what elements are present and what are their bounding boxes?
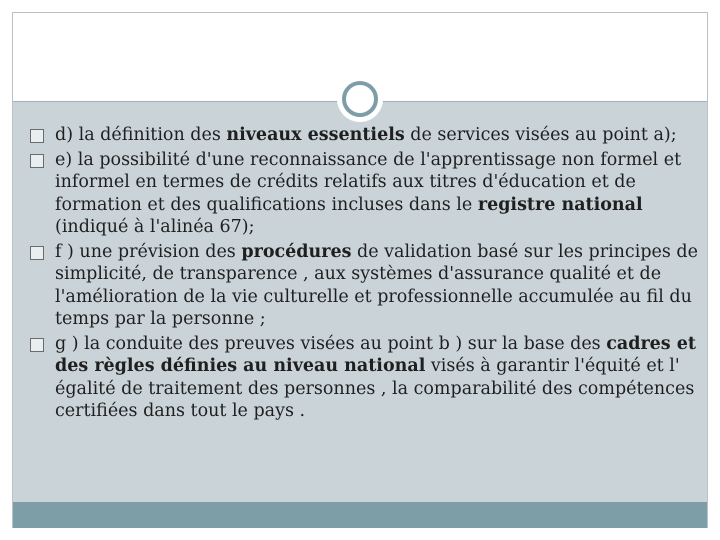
checkbox-bullet-icon — [30, 246, 44, 260]
bullet-item — [30, 333, 700, 423]
bullet-item — [30, 149, 700, 239]
checkbox-bullet-icon — [30, 154, 44, 168]
circle-ring-icon — [342, 81, 378, 117]
bullet-text: f ) une prévision des procédures de validation basé sur les principes de simplicité, de transparence , aux systèmes d'assurance qualité et de l'amélioration de la vie culturelle et professionnelle accumulée au fil du temps par la personne ; — [55, 241, 698, 329]
bullet-item — [30, 124, 700, 147]
checkbox-bullet-icon — [30, 338, 44, 352]
checkbox-bullet-icon — [30, 129, 44, 143]
bullet-item — [30, 241, 700, 331]
bullet-text: e) la possibilité d'une reconnaissance de l'apprentissage non formel et informel en termes de crédits relatifs aux titres d'éducation et de formation et des qualifications incluses dans le registre national (indiqué à l'alinéa 67); — [55, 149, 682, 237]
bullet-text: d) la définition des niveaux essentiels de services visées au point a); — [55, 125, 677, 145]
footer-bar — [13, 502, 707, 528]
bullet-text: g ) la conduite des preuves visées au point b ) sur la base des cadres et des règles définies au niveau national visés à garantir l'équité et l' égalité de traitement des personnes , la comparabilité des compétences certifiées dans tout le pays . — [55, 333, 696, 421]
bullet-list — [30, 124, 700, 425]
